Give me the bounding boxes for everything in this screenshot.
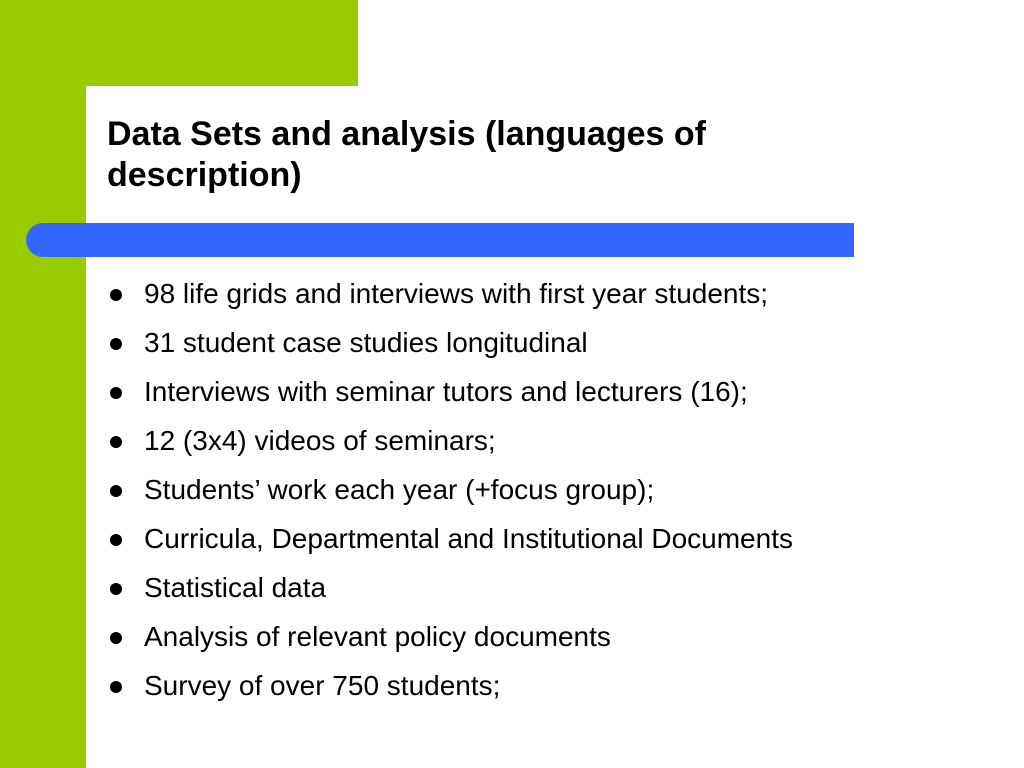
green-side-band: [0, 0, 86, 768]
bullet-item: [104, 471, 1004, 520]
bullet-text: 12 (3x4) videos of seminars;: [144, 425, 496, 456]
bullet-item: [104, 422, 1004, 471]
bullet-text: 98 life grids and interviews with first year students;: [144, 278, 769, 309]
bullet-item: [104, 520, 1004, 569]
bullet-dot-icon: [110, 289, 122, 301]
bullet-dot-icon: [110, 632, 122, 644]
bullet-text: Students’ work each year (+focus group);: [144, 474, 655, 505]
bullet-text: Curricula, Departmental and Institutional Documents: [144, 523, 793, 554]
bullet-text: Interviews with seminar tutors and lecturers (16);: [144, 376, 748, 407]
bullet-text: Statistical data: [144, 572, 327, 603]
blue-divider-bar: [26, 223, 854, 257]
green-top-block: [0, 0, 358, 86]
bullet-dot-icon: [110, 583, 122, 595]
bullet-dot-icon: [110, 387, 122, 399]
bullet-dot-icon: [110, 681, 122, 693]
bullet-item: [104, 373, 1004, 422]
bullet-item: [104, 275, 1004, 324]
bullet-dot-icon: [110, 485, 122, 497]
bullet-dot-icon: [110, 534, 122, 546]
bullet-text: Survey of over 750 students;: [144, 670, 501, 701]
bullet-item: [104, 324, 1004, 373]
bullet-item: [104, 618, 1004, 667]
bullet-text: 31 student case studies longitudinal: [144, 327, 588, 358]
bullet-dot-icon: [110, 338, 122, 350]
bullet-dot-icon: [110, 436, 122, 448]
bullet-item: [104, 667, 1004, 716]
bullet-item: [104, 569, 1004, 618]
bullet-text: Analysis of relevant policy documents: [144, 621, 611, 652]
bullet-list: [104, 275, 1004, 716]
slide-title: Data Sets and analysis (languages of description): [107, 115, 706, 194]
